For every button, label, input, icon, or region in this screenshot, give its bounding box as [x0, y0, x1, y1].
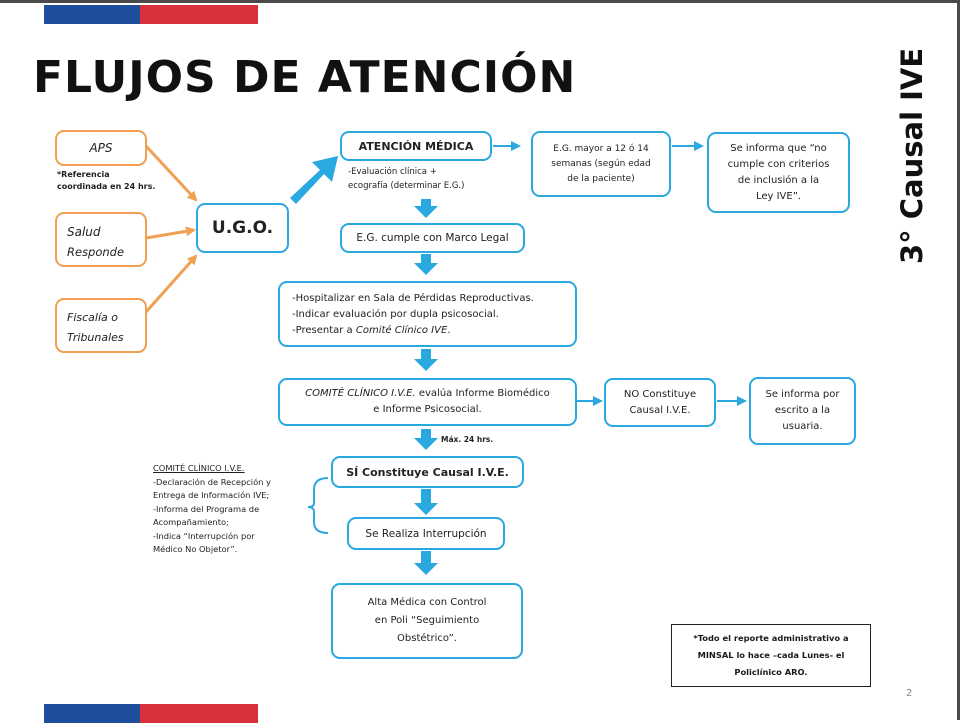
down-arrow-1	[414, 199, 438, 218]
fiscalia-label-line: Fiscalía o	[67, 311, 118, 324]
comite-line: e Informe Psicosocial.	[373, 404, 482, 415]
informa-escrito-line: escrito a la	[774, 405, 831, 416]
box-eg-cumple	[340, 223, 525, 253]
eg-mayor-line: semanas (según edad	[551, 158, 651, 169]
reporte-line: Policlínico ARO.	[734, 667, 808, 677]
down-arrow-6	[414, 551, 438, 575]
page-title: FLUJOS DE ATENCIÓN	[33, 52, 577, 103]
alta-line: en Poli “Seguimiento	[374, 615, 480, 626]
box-eg-mayor	[531, 131, 671, 197]
atencion-note-line: -Evaluación clínica +	[348, 167, 437, 177]
max-24-label: Máx. 24 hrs.	[441, 435, 494, 444]
box-informa-no-cumple	[707, 132, 850, 213]
down-arrow-5	[414, 489, 438, 515]
no-constituye-line: NO Constituye	[623, 388, 697, 400]
comite-line1-rest: evalúa Informe Biomédico	[415, 388, 550, 399]
comite-note-line: -Indica “Interrupción por	[153, 530, 255, 541]
comite-note-bracket	[308, 478, 328, 533]
down-arrow-2	[414, 254, 438, 275]
comite-line1-emphasis: COMITÉ CLÍNICO I.V.E.	[305, 388, 416, 399]
hospitalizar-line3-suffix: .	[447, 325, 451, 336]
box-atencion-medica	[340, 131, 492, 161]
comite-note-line: -Declaración de Recepción y	[153, 476, 271, 487]
box-salud-responde	[55, 212, 147, 267]
comite-note	[153, 462, 271, 557]
alta-line: Obstétrico”.	[397, 633, 457, 644]
informa-escrito-line: usuaria.	[782, 421, 823, 432]
hospitalizar-line: -Indicar evaluación por dupla psicosocial.	[292, 309, 499, 320]
box-si-constituye	[331, 456, 524, 488]
hospitalizar-line3-prefix: -Presentar a	[292, 325, 356, 336]
comite-note-heading: COMITÉ CLÍNICO I.V.E.	[153, 463, 245, 473]
reporte-line: *Todo el reporte administrativo a	[693, 633, 849, 643]
box-informa-escrito	[749, 377, 856, 445]
comite-note-line: Médico No Objetor”.	[153, 544, 238, 554]
atencion-label: ATENCIÓN MÉDICA	[358, 139, 474, 153]
eg-mayor-line: de la paciente)	[567, 173, 635, 184]
box-no-constituye	[604, 378, 716, 427]
box-alta-medica	[331, 583, 523, 659]
down-arrow-3	[414, 349, 438, 371]
arrow-salud-to-ugo	[146, 230, 194, 238]
comite-line	[305, 386, 550, 402]
si-constituye-label: SÍ Constituye Causal I.V.E.	[346, 465, 509, 479]
no-constituye-line: Causal I.V.E.	[629, 404, 691, 416]
comite-note-line: Entrega de Información IVE;	[153, 490, 270, 500]
arrow-ugo-to-atencion	[290, 156, 338, 204]
page-number: 2	[906, 688, 913, 699]
interrupcion-label: Se Realiza Interrupción	[365, 527, 487, 540]
salud-label-line: Salud	[67, 225, 101, 239]
comite-note-line: Acompañamiento;	[153, 517, 229, 527]
box-aps	[55, 130, 147, 166]
salud-label-line: Responde	[67, 245, 125, 259]
comite-note-line: -Informa del Programa de	[153, 503, 260, 514]
atencion-note-line: ecografía (determinar E.G.)	[348, 181, 465, 191]
side-title: 3° Causal IVE	[895, 47, 929, 264]
box-reporte-minsal	[671, 624, 871, 687]
fiscalia-label-line: Tribunales	[67, 331, 124, 344]
box-hospitalizar	[278, 281, 577, 347]
box-fiscalia	[55, 298, 147, 353]
eg-cumple-label: E.G. cumple con Marco Legal	[356, 232, 509, 244]
hospitalizar-line3-emphasis: Comité Clínico IVE	[355, 325, 448, 336]
aps-label: APS	[89, 141, 113, 155]
arrow-fiscalia-to-ugo	[146, 256, 196, 312]
box-ugo	[196, 203, 289, 253]
informa-no-cumple-line: Se informa que “no	[730, 142, 827, 154]
informa-no-cumple-line: cumple con criterios	[727, 158, 830, 170]
aps-note-line: *Referencia	[57, 170, 110, 179]
aps-note-line: coordinada en 24 hrs.	[57, 182, 156, 191]
aps-note	[57, 169, 155, 193]
down-arrow-4	[414, 429, 438, 450]
ugo-label: U.G.O.	[211, 218, 274, 238]
atencion-note	[348, 165, 464, 193]
reporte-line: MINSAL lo hace –cada Lunes- el	[697, 650, 845, 660]
hospitalizar-line: -Hospitalizar en Sala de Pérdidas Reproductivas.	[292, 293, 534, 304]
eg-mayor-line: E.G. mayor a 12 ó 14	[553, 143, 649, 154]
informa-no-cumple-line: de inclusión a la	[737, 174, 820, 186]
alta-line: Alta Médica con Control	[367, 597, 487, 608]
box-interrupcion	[347, 517, 505, 550]
informa-escrito-line: Se informa por	[765, 389, 840, 400]
informa-no-cumple-line: Ley IVE”.	[755, 190, 802, 202]
box-comite-evalua	[278, 378, 577, 426]
hospitalizar-line	[292, 323, 575, 339]
